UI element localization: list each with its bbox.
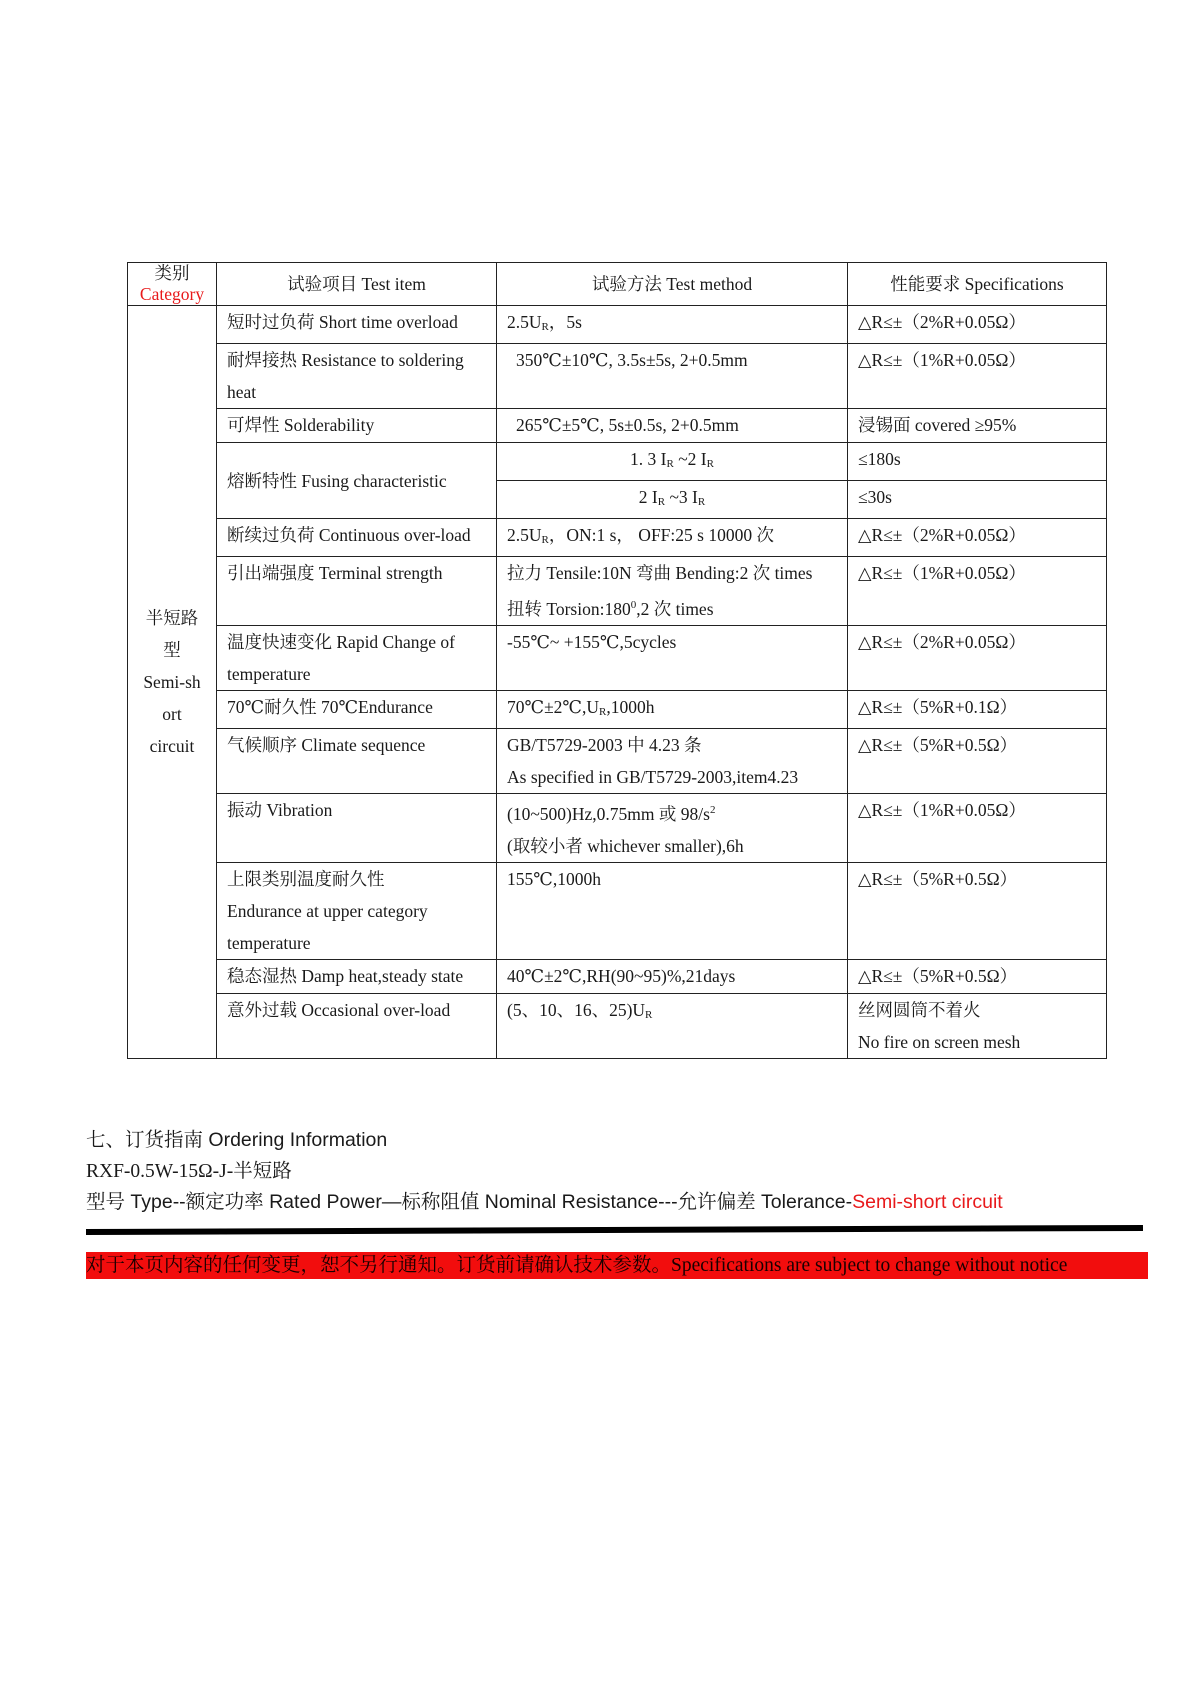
header-category: [128, 263, 217, 306]
table-row: [128, 344, 1107, 409]
superscript: 0: [630, 599, 637, 611]
header-test-item: 试验项目 Test item: [217, 263, 497, 306]
method-line: [507, 794, 837, 830]
spec-cell: △R≤±（2%R+0.05Ω）: [848, 306, 1107, 344]
ordering-legend-highlight: Semi-short circuit: [852, 1191, 1003, 1213]
category-line: 半短路: [145, 608, 199, 628]
test-method-cell: 40℃±2℃,RH(90~95)%,21days: [497, 960, 848, 994]
header-test-method: 试验方法 Test method: [497, 263, 848, 306]
category-line: ort: [162, 704, 182, 724]
spec-cell: △R≤±（5%R+0.1Ω）: [848, 691, 1107, 729]
test-method-cell: [497, 481, 848, 519]
method-text: 1. 3 I: [630, 449, 667, 469]
test-item-cell: 振动 Vibration: [217, 794, 497, 863]
spec-cell: △R≤±（5%R+0.5Ω）: [848, 729, 1107, 794]
table-row: [128, 794, 1107, 863]
method-text: (10~500)Hz,0.75mm 或 98/s: [507, 804, 710, 824]
method-text: (5、10、16、25)U: [507, 1000, 646, 1020]
test-item-cell: [217, 863, 497, 960]
method-line: As specified in GB/T5729-2003,item4.23: [507, 767, 799, 787]
spec-cell: △R≤±（5%R+0.5Ω）: [848, 960, 1107, 994]
spec-cell: △R≤±（1%R+0.05Ω）: [848, 344, 1107, 409]
test-method-cell: [497, 729, 848, 794]
method-text: ，ON:1 s， OFF:25 s 10000 次: [548, 525, 774, 545]
subscript: R: [541, 534, 549, 546]
table-row: [128, 626, 1107, 691]
table-header-row: [128, 263, 1107, 306]
table-row: [128, 443, 1107, 481]
ordering-legend-text: 型号 Type--额定功率 Rated Power—标称阻值 Nominal Resistance---允许偏差 Tolerance-: [86, 1191, 853, 1213]
ordering-legend: [86, 1187, 1003, 1218]
spec-cell: 浸锡面 covered ≥95%: [848, 409, 1107, 443]
method-line: 拉力 Tensile:10N 弯曲 Bending:2 次 times: [507, 563, 813, 583]
method-text: 2.5U: [507, 312, 542, 332]
test-item-cell: 熔断特性 Fusing characteristic: [217, 443, 497, 519]
test-item-cell: 温度快速变化 Rapid Change of temperature: [217, 626, 497, 691]
method-text: 2.5U: [507, 525, 542, 545]
test-item-cell: 可焊性 Solderability: [217, 409, 497, 443]
category-line: 型: [163, 640, 181, 660]
table-row: [128, 729, 1107, 794]
subscript: R: [706, 458, 714, 470]
table-row: [128, 519, 1107, 557]
test-method-cell: 155℃,1000h: [497, 863, 848, 960]
subscript: R: [541, 321, 549, 333]
spec-cell: △R≤±（2%R+0.05Ω）: [848, 519, 1107, 557]
header-specifications: 性能要求 Specifications: [848, 263, 1107, 306]
header-category-zh: 类别: [154, 263, 190, 283]
spec-cell: △R≤±（2%R+0.05Ω）: [848, 626, 1107, 691]
spec-cell: △R≤±（5%R+0.5Ω）: [848, 863, 1107, 960]
subscript: R: [645, 1009, 653, 1021]
test-item-cell: 短时过负荷 Short time overload: [217, 306, 497, 344]
ordering-heading: 七、订货指南 Ordering Information: [86, 1129, 388, 1151]
ordering-example: RXF-0.5W-15Ω-J-半短路: [86, 1161, 292, 1182]
method-text: 扭转 Torsion:180: [507, 599, 631, 619]
spec-cell: △R≤±（1%R+0.05Ω）: [848, 557, 1107, 626]
subscript: R: [666, 458, 674, 470]
table-row: [128, 994, 1107, 1059]
test-method-cell: 350℃±10℃, 3.5s±5s, 2+0.5mm: [497, 344, 848, 409]
method-text: 2 I: [638, 487, 658, 507]
test-method-cell: [497, 443, 848, 481]
test-item-cell: 引出端强度 Terminal strength: [217, 557, 497, 626]
notice-banner: 对于本页内容的任何变更，恕不另行通知。订货前请确认技术参数。Specifications are subject to change without notice: [86, 1252, 1148, 1279]
test-method-cell: [497, 794, 848, 863]
category-line: circuit: [149, 736, 195, 756]
superscript: 2: [709, 804, 716, 816]
method-text: 70℃±2℃,U: [507, 697, 600, 717]
method-line: (取较小者 whichever smaller),6h: [507, 836, 744, 856]
test-item-cell: 耐焊接热 Resistance to soldering heat: [217, 344, 497, 409]
spec-cell: ≤30s: [848, 481, 1107, 519]
spec-cell: △R≤±（1%R+0.05Ω）: [848, 794, 1107, 863]
table-row: [128, 409, 1107, 443]
method-line: [507, 589, 837, 625]
test-item-cell: 气候顺序 Climate sequence: [217, 729, 497, 794]
table-row: [128, 557, 1107, 626]
test-item-cell: 意外过载 Occasional over-load: [217, 994, 497, 1059]
method-text: ，5s: [548, 312, 582, 332]
item-line: 上限类别温度耐久性: [227, 869, 385, 889]
category-line: Semi-sh: [143, 672, 201, 692]
spec-line: No fire on screen mesh: [858, 1032, 1021, 1052]
spec-cell: ≤180s: [848, 443, 1107, 481]
test-method-cell: [497, 557, 848, 626]
category-cell: [128, 306, 217, 1059]
table-row: [128, 960, 1107, 994]
test-method-cell: [497, 994, 848, 1059]
test-method-cell: [497, 519, 848, 557]
divider-rule: [86, 1225, 1143, 1235]
subscript: R: [697, 496, 706, 508]
table-row: [128, 863, 1107, 960]
subscript: R: [599, 706, 607, 718]
table-row: [128, 306, 1107, 344]
header-category-en: Category: [139, 284, 205, 304]
method-text: ,2 次 times: [636, 599, 714, 619]
method-text: ~3 I: [665, 487, 698, 507]
test-item-cell: 70℃耐久性 70℃Endurance: [217, 691, 497, 729]
spec-table: [127, 262, 1107, 1059]
subscript: R: [657, 496, 666, 508]
test-method-cell: [497, 306, 848, 344]
test-method-cell: -55℃~ +155℃,5cycles: [497, 626, 848, 691]
table-row: [128, 691, 1107, 729]
test-item-cell: 断续过负荷 Continuous over-load: [217, 519, 497, 557]
test-method-cell: 265℃±5℃, 5s±0.5s, 2+0.5mm: [497, 409, 848, 443]
method-line: GB/T5729-2003 中 4.23 条: [507, 735, 702, 755]
method-text: ,1000h: [606, 697, 655, 717]
item-line: temperature: [227, 933, 311, 953]
ordering-section: [86, 1125, 1003, 1218]
item-line: Endurance at upper category: [227, 901, 428, 921]
test-method-cell: [497, 691, 848, 729]
test-item-cell: 稳态湿热 Damp heat,steady state: [217, 960, 497, 994]
method-text: ~2 I: [673, 449, 707, 469]
spec-line: 丝网圆筒不着火: [858, 1000, 981, 1020]
spec-cell: [848, 994, 1107, 1059]
